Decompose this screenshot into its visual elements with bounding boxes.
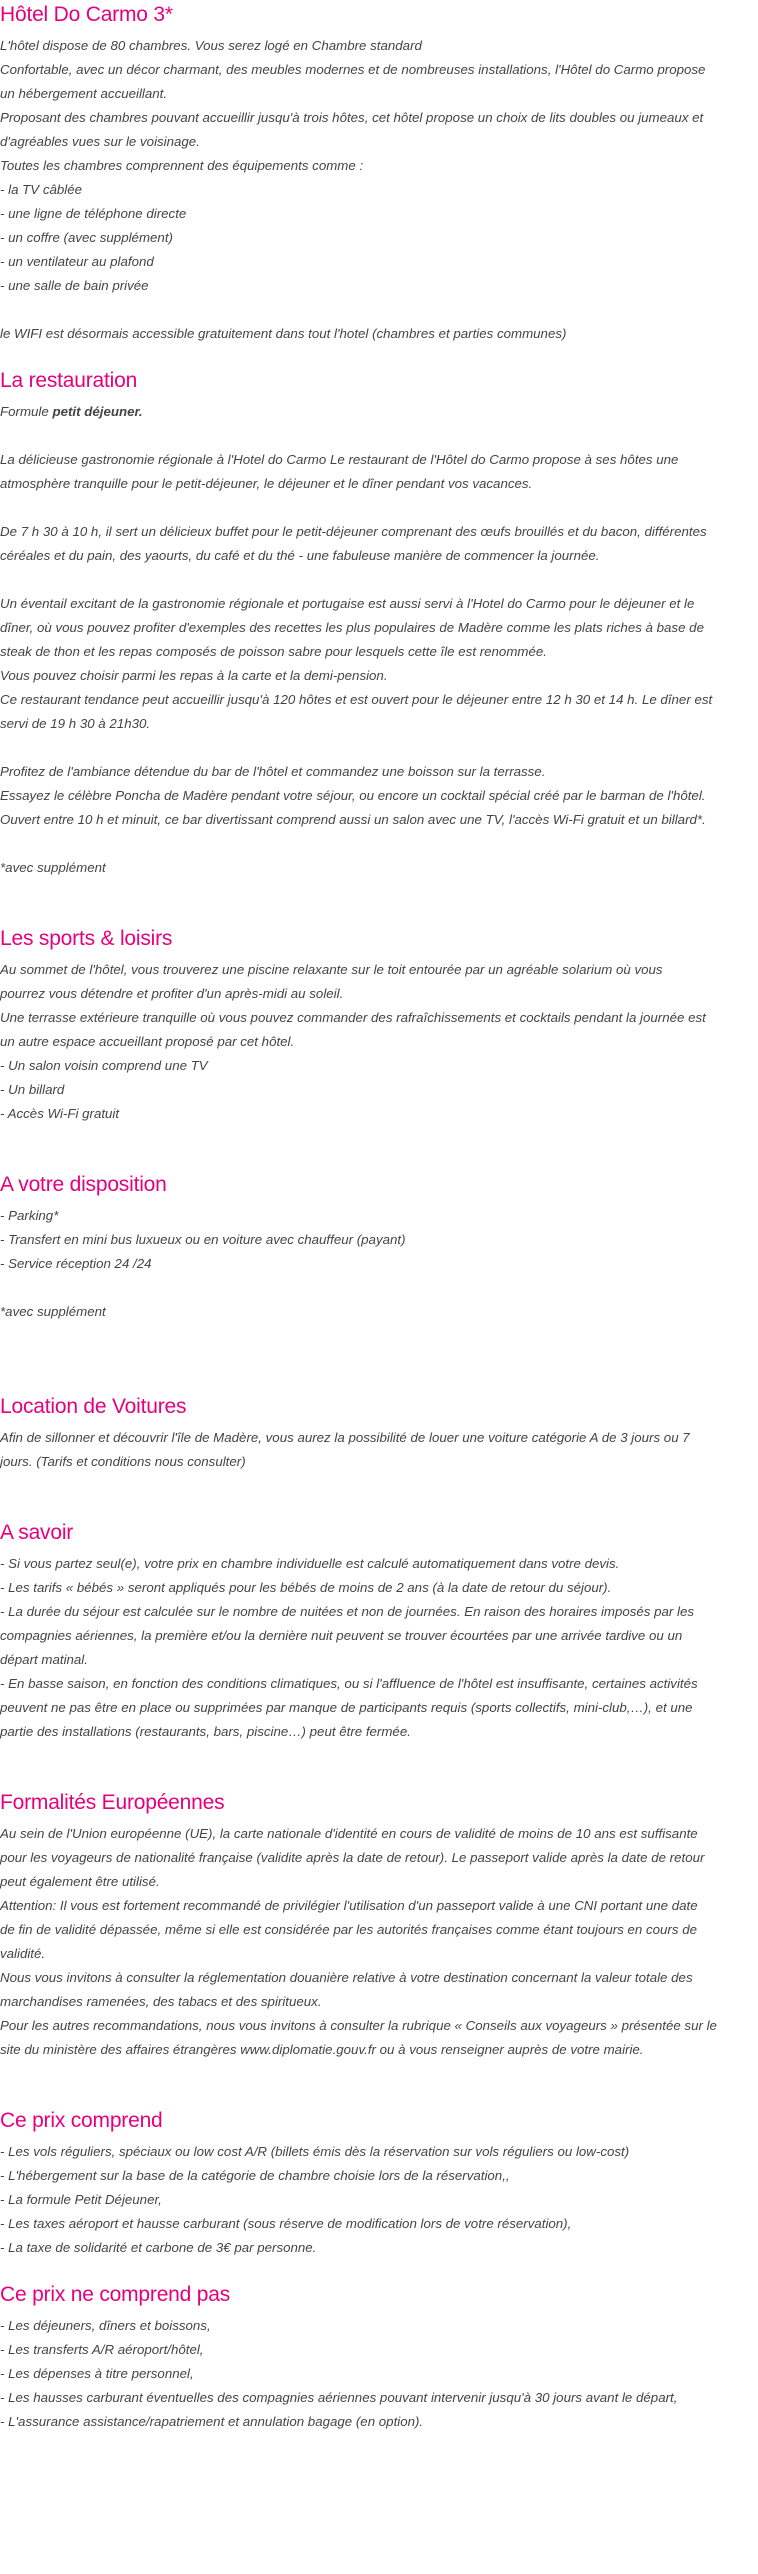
savoir-line: - La durée du séjour est calculée sur le nombre de nuitées et non de journées. En raison des horaires imposés par les: [0, 1604, 695, 1619]
formalites-line: Nous vous invitons à consulter la réglementation douanière relative à votre destination concernant la valeur totale des: [0, 1970, 693, 1985]
hotel-description: [0, 34, 758, 298]
hotel-line: Confortable, avec un décor charmant, des meubles modernes et de nombreuses installations, l'Hôtel do Carmo propose: [0, 62, 706, 77]
sports-line: Au sommet de l'hôtel, vous trouverez une piscine relaxante sur le toit entourée par un agréable solarium où vous: [0, 962, 663, 977]
formalites-line: Attention: Il vous est fortement recommandé de privilégier l'utilisation d'un passeport valide à une CNI portant une date: [0, 1898, 698, 1913]
savoir-section: [0, 1518, 758, 1744]
formalites-line: Au sein de l'Union européenne (UE), la carte nationale d'identité en cours de validité de moins de 10 ans est suffisante: [0, 1826, 698, 1841]
formalites-line: site du ministère des affaires étrangères www.diplomatie.gouv.fr ou à vous renseigner auprès de votre mairie.: [0, 2042, 644, 2057]
ne-comprend-line: - Les déjeuners, dîners et boissons,: [0, 2318, 211, 2333]
hotel-line: - un coffre (avec supplément): [0, 230, 173, 245]
formalites-line: peut également être utilisé.: [0, 1874, 160, 1889]
formalites-line: de fin de validité dépassée, même si elle est considérée par les autorités françaises comme étant toujours en cours de: [0, 1922, 697, 1937]
formalites-section: [0, 1788, 758, 2062]
savoir-line: peuvent ne pas être en place ou supprimées par manque de participants requis (sports collectifs, mini-club,…), et une: [0, 1700, 693, 1715]
hotel-line: - une salle de bain privée: [0, 278, 149, 293]
restauration-p4-line: Essayez le célèbre Poncha de Madère pendant votre séjour, ou encore un cocktail spécial créé par le barman de l'hôtel.: [0, 788, 706, 803]
savoir-title: A savoir: [0, 1521, 74, 1544]
hotel-section: [0, 0, 758, 346]
hotel-line: - la TV câblée: [0, 182, 83, 197]
ne-comprend-line: - L'assurance assistance/rapatriement et annulation bagage (en option).: [0, 2414, 424, 2429]
location-line: jours. (Tarifs et conditions nous consulter): [0, 1454, 246, 1469]
sports-line: Une terrasse extérieure tranquille où vous pouvez commander des rafraîchissements et cocktails pendant la journée est: [0, 1010, 706, 1025]
sports-line: pourrez vous détendre et profiter d'un après-midi au soleil.: [0, 986, 344, 1001]
formula-bold: petit déjeuner.: [52, 404, 143, 419]
restauration-p3-line: Vous pouvez choisir parmi les repas à la carte et la demi-pension.: [0, 668, 388, 683]
restauration-p2-line: De 7 h 30 à 10 h, il sert un délicieux buffet pour le petit-déjeuner comprenant des œufs brouillés et du bacon, différentes: [0, 524, 707, 539]
comprend-section: [0, 2106, 758, 2260]
disposition-title: A votre disposition: [0, 1173, 167, 1196]
hotel-line: un hébergement accueillant.: [0, 86, 168, 101]
comprend-line: - La formule Petit Déjeuner,: [0, 2192, 162, 2207]
ne-comprend-section: [0, 2280, 758, 2434]
sports-section: [0, 924, 758, 1126]
hotel-title: Hôtel Do Carmo 3*: [0, 3, 173, 26]
formalites-title: Formalités Européennes: [0, 1791, 225, 1814]
restauration-note: *avec supplément: [0, 860, 106, 875]
comprend-line: - La taxe de solidarité et carbone de 3€ par personne.: [0, 2240, 317, 2255]
disposition-note: *avec supplément: [0, 1304, 106, 1319]
restauration-p3-line: dîner, où vous pouvez profiter d'exemples des recettes les plus populaires de Madère comme les plats riches à base de: [0, 620, 704, 635]
comprend-line: - L'hébergement sur la base de la catégorie de chambre choisie lors de la réservation,,: [0, 2168, 510, 2183]
ne-comprend-line: - Les transferts A/R aéroport/hôtel,: [0, 2342, 204, 2357]
savoir-line: départ matinal.: [0, 1652, 88, 1667]
restauration-p4-line: Ouvert entre 10 h et minuit, ce bar divertissant comprend aussi un salon avec une TV, l'accès Wi-Fi gratuit et un billard*.: [0, 812, 706, 827]
restauration-p3-line: steak de thon et les repas composés de poisson sabre pour lesquels cette île est renommée.: [0, 644, 547, 659]
restauration-p3-line: servi de 19 h 30 à 21h30.: [0, 716, 151, 731]
formalites-line: pour les voyageurs de nationalité française (validite après la date de retour). Le passeport valide après la date de retour: [0, 1850, 705, 1865]
hotel-line: Proposant des chambres pouvant accueillir jusqu'à trois hôtes, cet hôtel propose un choix de lits doubles ou jumeaux et: [0, 110, 704, 125]
hotel-line: d'agréables vues sur le voisinage.: [0, 134, 200, 149]
sports-line: - Un billard: [0, 1082, 65, 1097]
comprend-line: - Les vols réguliers, spéciaux ou low cost A/R (billets émis dès la réservation sur vols réguliers ou low-cost): [0, 2144, 630, 2159]
comprend-title: Ce prix comprend: [0, 2109, 163, 2132]
sports-line: - Accès Wi-Fi gratuit: [0, 1106, 120, 1121]
disposition-line: - Transfert en mini bus luxueux ou en voiture avec chauffeur (payant): [0, 1232, 406, 1247]
savoir-line: compagnies aériennes, la première et/ou la dernière nuit peuvent se trouver écourtées par une arrivée tardive ou un: [0, 1628, 683, 1643]
restauration-p1-line: atmosphère tranquille pour le petit-déjeuner, le déjeuner et le dîner pendant vos vacances.: [0, 476, 533, 491]
location-line: Afin de sillonner et découvrir l'île de Madère, vous aurez la possibilité de louer une voiture catégorie A de 3 jours ou 7: [0, 1430, 690, 1445]
disposition-section: [0, 1170, 758, 1324]
restauration-title: La restauration: [0, 369, 138, 392]
savoir-line: - Les tarifs « bébés » seront appliqués pour les bébés de moins de 2 ans (à la date de retour du séjour).: [0, 1580, 612, 1595]
formalites-line: Pour les autres recommandations, nous vous invitons à consulter la rubrique « Conseils aux voyageurs » présentée sur le: [0, 2018, 717, 2033]
hotel-line: - un ventilateur au plafond: [0, 254, 154, 269]
hotel-line: Toutes les chambres comprennent des équipements comme :: [0, 158, 364, 173]
hotel-line: - une ligne de téléphone directe: [0, 206, 187, 221]
formalites-line: validité.: [0, 1946, 46, 1961]
restauration-section: [0, 366, 758, 880]
sports-title: Les sports & loisirs: [0, 927, 173, 950]
restauration-p2-line: céréales et du pain, des yaourts, du café et du thé - une fabuleuse manière de commencer la journée.: [0, 548, 600, 563]
restauration-p3-line: Un éventail excitant de la gastronomie régionale et portugaise est aussi servi à l'Hotel do Carmo pour le déjeuner et le: [0, 596, 695, 611]
disposition-line: - Service réception 24 /24: [0, 1256, 152, 1271]
hotel-line: L'hôtel dispose de 80 chambres. Vous serez logé en Chambre standard: [0, 38, 422, 53]
ne-comprend-line: - Les dépenses à titre personnel,: [0, 2366, 194, 2381]
wifi-note: le WIFI est désormais accessible gratuitement dans tout l'hotel (chambres et parties communes): [0, 326, 567, 341]
formula-prefix: Formule: [0, 404, 53, 419]
ne-comprend-title: Ce prix ne comprend pas: [0, 2283, 231, 2306]
restauration-p1-line: La délicieuse gastronomie régionale à l'Hotel do Carmo Le restaurant de l'Hôtel do Carmo propose à ses hôtes une: [0, 452, 679, 467]
formalites-line: marchandises ramenées, des tabacs et des spiritueux.: [0, 1994, 322, 2009]
savoir-line: - En basse saison, en fonction des conditions climatiques, ou si l'affluence de l'hôtel est insuffisante, certaines activités: [0, 1676, 698, 1691]
location-title: Location de Voitures: [0, 1395, 187, 1418]
sports-line: - Un salon voisin comprend une TV: [0, 1058, 208, 1073]
comprend-line: - Les taxes aéroport et hausse carburant (sous réserve de modification lors de votre réservation),: [0, 2216, 572, 2231]
sports-line: un autre espace accueillant proposé par cet hôtel.: [0, 1034, 295, 1049]
ne-comprend-line: - Les hausses carburant éventuelles des compagnies aériennes pouvant intervenir jusqu'à 30 jours avant le départ,: [0, 2390, 678, 2405]
restauration-p4-line: Profitez de l'ambiance détendue du bar de l'hôtel et commandez une boisson sur la terrasse.: [0, 764, 546, 779]
disposition-line: - Parking*: [0, 1208, 59, 1223]
savoir-line: partie des installations (restaurants, bars, piscine…) peut être fermée.: [0, 1724, 411, 1739]
restauration-p3-line: Ce restaurant tendance peut accueillir jusqu'à 120 hôtes et est ouvert pour le déjeuner entre 12 h 30 et 14 h. Le dîner est: [0, 692, 713, 707]
formula-line: [0, 400, 758, 424]
savoir-line: - Si vous partez seul(e), votre prix en chambre individuelle est calculé automatiquement dans votre devis.: [0, 1556, 620, 1571]
location-section: [0, 1392, 758, 1474]
